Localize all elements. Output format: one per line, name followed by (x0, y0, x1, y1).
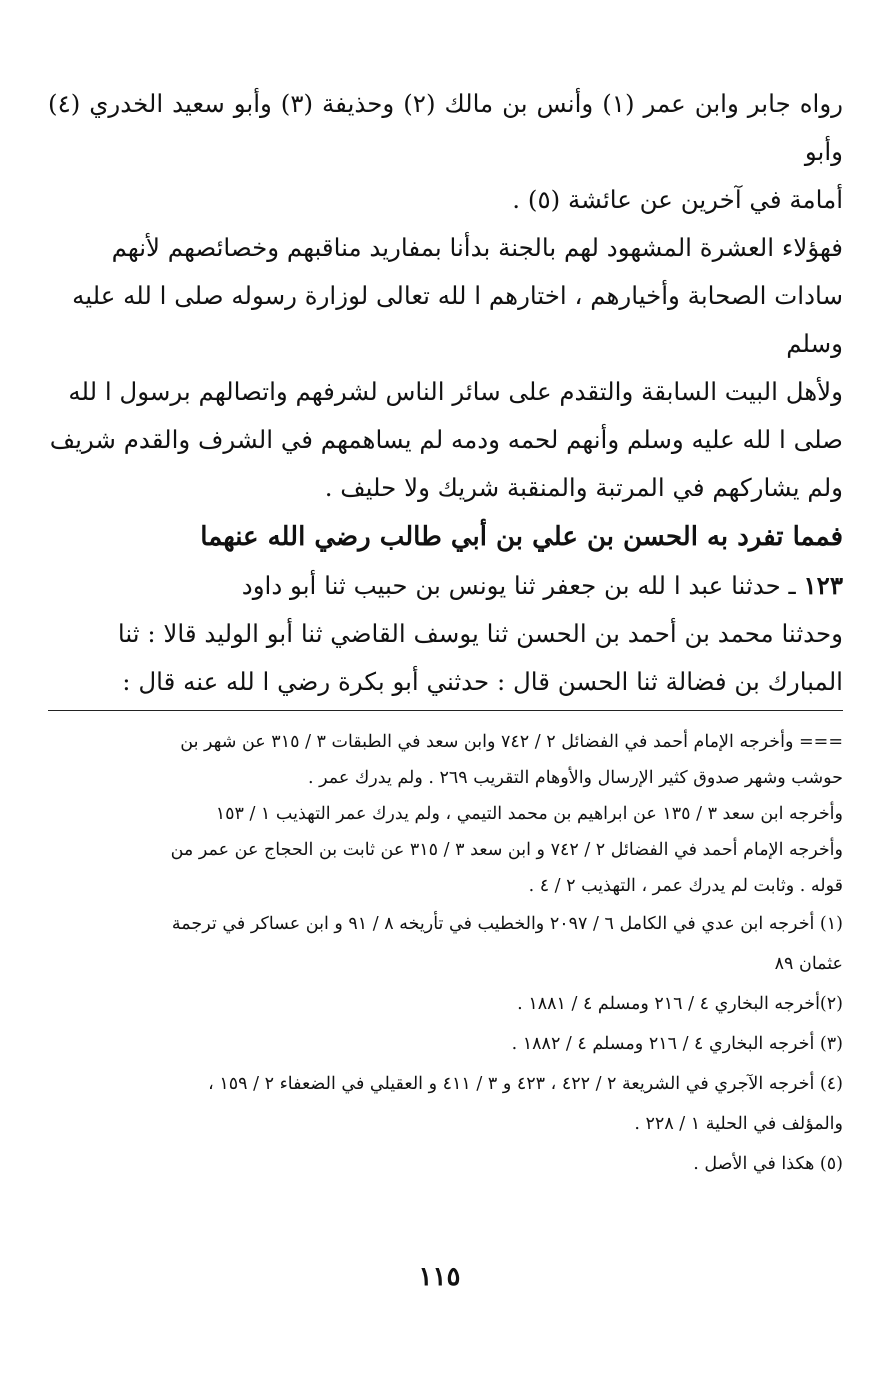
paragraph-narrators (48, 80, 843, 224)
page-number: ١١٥ (418, 1262, 461, 1292)
footnote-divider (48, 710, 843, 711)
text-line (48, 562, 843, 610)
hadith-text: ـ حدثنا عبد ا لله بن جعفر ثنا يونس بن حبيب ثنا أبو داود (241, 571, 796, 600)
footnote-line: (٤) أخرجه الآجري في الشريعة ٢ / ٤٢٢ ، ٤٢٣ و ٣ / ٤١١ و العقيلي في الضعفاء ٢ / ١٥٩ ، (208, 1074, 843, 1094)
footnotes (44, 724, 843, 1184)
text-line: أمامة في آخرين عن عائشة (٥) . (512, 185, 843, 214)
footnote-line: (١) أخرجه ابن عدي في الكامل ٦ / ٢٠٩٧ والخطيب في تأريخه ٨ / ٩١ و ابن عساكر في ترجمة (171, 914, 843, 934)
footnote-3: (٣) أخرجه البخاري ٤ / ٢١٦ ومسلم ٤ / ١٨٨٢ . (511, 1034, 843, 1054)
hadith-paragraph (48, 562, 843, 706)
text-line: المبارك بن فضالة ثنا الحسن قال : حدثني أبو بكرة رضي ا لله عنه قال : (122, 667, 843, 696)
footnote-line: حوشب وشهر صدوق كثير الإرسال والأوهام التقريب ٢٦٩ . ولم يدرك عمر . (307, 768, 843, 788)
text-line: وحدثنا محمد بن أحمد بن الحسن ثنا يوسف القاضي ثنا أبو الوليد قالا : ثنا (117, 619, 843, 648)
section-heading: فمما تفرد به الحسن بن علي بن أبي طالب رضي الله عنهما (200, 522, 843, 552)
footnote-line: والمؤلف في الحلية ١ / ٢٢٨ . (634, 1114, 843, 1134)
footnote-1 (44, 904, 843, 984)
footnote-line: عثمان ٨٩ (774, 954, 843, 974)
text-line: صلى ا لله عليه وسلم وأنهم لحمه ودمه لم يساهمهم في الشرف والقدم شريف (49, 425, 843, 454)
footnote-4 (44, 1064, 843, 1144)
text-line: ولم يشاركهم في المرتبة والمنقبة شريك ولا حليف . (324, 473, 843, 502)
text-line: فهؤلاء العشرة المشهود لهم بالجنة بدأنا بمفاريد مناقبهم وخصائصهم لأنهم (111, 233, 843, 262)
paragraph-ahl-al-bayt (48, 368, 843, 512)
footnote-line: === وأخرجه الإمام أحمد في الفضائل ٢ / ٧٤٢ وابن سعد في الطبقات ٣ / ٣١٥ عن شهر بن (180, 732, 843, 752)
text-line: سادات الصحابة وأخيارهم ، اختارهم ا لله تعالى لوزارة رسوله صلى ا لله عليه (72, 281, 843, 310)
footnote-5: (٥) هكذا في الأصل . (693, 1154, 843, 1174)
main-text (48, 80, 843, 706)
footnote-line: وأخرجه ابن سعد ٣ / ١٣٥ عن ابراهيم بن محمد التيمي ، ولم يدرك عمر التهذيب ١ / ١٥٣ (215, 804, 843, 824)
footnote-2: (٢)أخرجه البخاري ٤ / ٢١٦ ومسلم ٤ / ١٨٨١ . (517, 994, 843, 1014)
text-line: وسلم (786, 329, 843, 358)
footnote-continued (44, 724, 843, 904)
text-line: رواه جابر وابن عمر (١) وأنس بن مالك (٢) وحذيفة (٣) وأبو سعيد الخدري (٤) وأبو (48, 89, 843, 166)
footnote-line: قوله . وثابت لم يدرك عمر ، التهذيب ٢ / ٤ . (528, 876, 843, 896)
hadith-number: ١٢٣ (803, 571, 843, 600)
paragraph-ten-companions (48, 224, 843, 368)
footnote-line: وأخرجه الإمام أحمد في الفضائل ٢ / ٧٤٢ و ابن سعد ٣ / ٣١٥ عن ثابت بن الحجاج عن عمر من (170, 840, 843, 860)
text-line: ولأهل البيت السابقة والتقدم على سائر الناس لشرفهم واتصالهم برسول ا لله (68, 377, 843, 406)
